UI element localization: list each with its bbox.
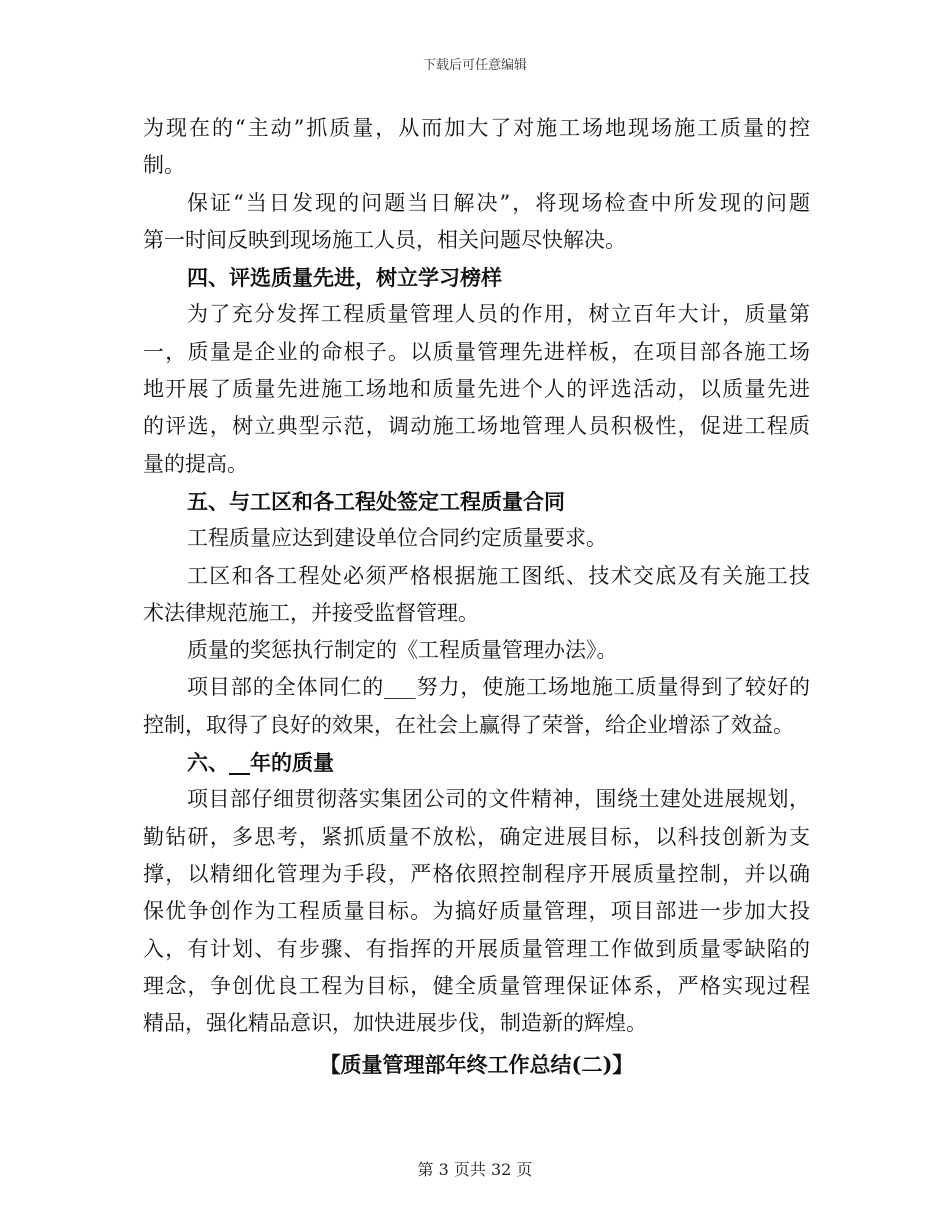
body-text — [143, 110, 810, 1084]
paragraph-line: 精品，强化精品意识，加快进展步伐，制造新的辉煌。 — [143, 1011, 647, 1036]
paragraph-line: 地开展了质量先进施工场地和质量先进个人的评选活动，以质量先进 — [143, 377, 810, 402]
paragraph-line: 术法律规范施工，并接受监督管理。 — [143, 600, 479, 625]
paragraph-line: 量的提高。 — [143, 451, 248, 476]
section-heading: 五、与工区和各工程处签定工程质量合同 — [187, 488, 565, 514]
paragraph-line: 质量的奖惩执行制定的《工程质量管理办法》。 — [187, 638, 618, 663]
paragraph-line: 理念，争创优良工程为目标，健全质量管理保证体系，严格实现过程 — [143, 973, 810, 998]
paragraph-line: 控制，取得了良好的效果，在社会上赢得了荣誉，给企业增添了效益。 — [143, 712, 794, 737]
paragraph-line: 的评选，树立典型示范，调动施工场地管理人员积极性，促进工程质 — [143, 414, 810, 439]
section-heading: 六、__年的质量 — [187, 750, 334, 776]
page-header: 下载后可任意编辑 — [422, 58, 527, 73]
paragraph-line: 制。 — [143, 153, 185, 178]
paragraph-line: 保证“当日发现的问题当日解决”，将现场检查中所发现的问题 — [187, 190, 810, 215]
paragraph-line: 保优争创作为工程质量目标。为搞好质量管理，项目部进一步加大投 — [143, 899, 810, 924]
paragraph-line: 一，质量是企业的命根子。以质量管理先进样板，在项目部各施工场 — [143, 339, 810, 364]
paragraph-line: 撑，以精细化管理为手段，严格依照控制程序开展质量控制，并以确 — [143, 861, 810, 886]
paragraph-line: 工区和各工程处必须严格根据施工图纸、技术交底及有关施工技 — [187, 563, 810, 588]
paragraph-line: 勤钻研，多思考，紧抓质量不放松，确定进展目标，以科技创新为支 — [143, 824, 810, 849]
paragraph-line: 第一时间反映到现场施工人员，相关问题尽快解决。 — [143, 227, 626, 252]
section-heading: 四、评选质量先进，树立学习榜样 — [187, 265, 502, 291]
paragraph-line: 项目部仔细贯彻落实集团公司的文件精神，围绕土建处进展规划， — [187, 787, 810, 812]
paragraph-line: 为现在的“主动”抓质量，从而加大了对施工场地现场施工质量的控 — [143, 116, 810, 140]
paragraph-line: 入，有计划、有步骤、有指挥的开展质量管理工作做到质量零缺陷的 — [143, 936, 810, 961]
section-title: 【质量管理部年终工作总结(二)】 — [319, 1052, 634, 1078]
paragraph-line: 工程质量应达到建设单位合同约定质量要求。 — [187, 526, 607, 551]
paragraph-line: 为了充分发挥工程质量管理人员的作用，树立百年大计，质量第 — [187, 302, 810, 327]
paragraph-line: 项目部的全体同仁的___努力，使施工场地施工质量得到了较好的 — [187, 675, 810, 700]
page-footer: 第 3 页共 32 页 — [417, 1160, 533, 1179]
